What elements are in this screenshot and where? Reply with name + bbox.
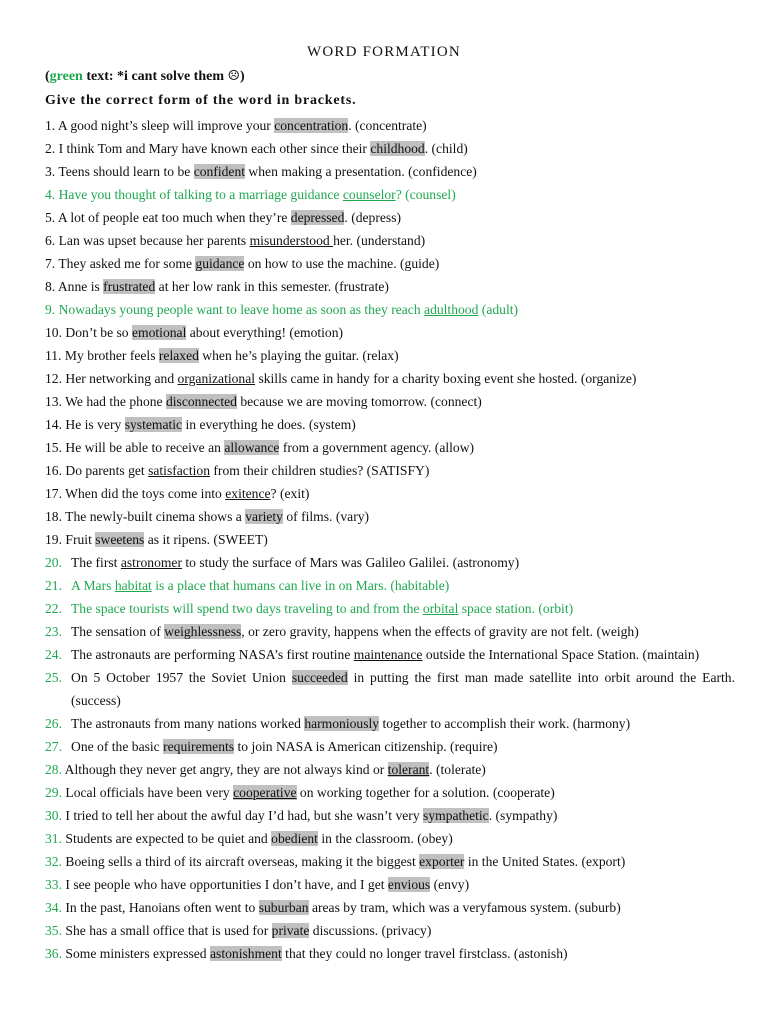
item-segment: He is very — [65, 417, 125, 432]
item-text — [65, 831, 452, 846]
item-text — [65, 509, 369, 524]
answer-word: sympathetic — [423, 808, 489, 823]
item-number: 31. — [45, 831, 62, 846]
item-segment: He will be able to receive an — [65, 440, 225, 455]
item-segment: , or zero gravity, happens when the effects of gravity are not felt. (weigh) — [241, 624, 639, 639]
item-segment: in everything he does. (system) — [182, 417, 356, 432]
answer-word: adulthood — [424, 302, 479, 317]
item-text — [58, 164, 476, 179]
item-segment: . (tolerate) — [429, 762, 486, 777]
item-segment: My brother feels — [64, 348, 159, 363]
item-segment: Lan was upset because her parents — [58, 233, 250, 248]
item-text — [58, 210, 401, 225]
exercise-item — [45, 758, 735, 781]
exercise-item — [45, 850, 735, 873]
exercise-item — [45, 459, 735, 482]
item-segment: in putting the first man made satellite into orbit around the Earth. (success) — [71, 670, 735, 708]
answer-word: tolerant — [387, 762, 430, 777]
exercise-item — [45, 528, 735, 551]
item-number: 10. — [45, 325, 62, 340]
exercise-item — [45, 597, 735, 620]
answer-word: private — [271, 923, 310, 938]
item-segment: together to accomplish their work. (harmony) — [379, 716, 631, 731]
note-green-word: green — [49, 69, 83, 84]
item-number: 16. — [45, 463, 62, 478]
item-number: 20. — [45, 555, 62, 570]
exercise-item — [45, 413, 735, 436]
exercise-item — [45, 712, 735, 735]
item-number: 33. — [45, 877, 62, 892]
item-text — [65, 854, 625, 869]
item-segment: of films. (vary) — [282, 509, 370, 524]
item-segment: . (concentrate) — [348, 118, 427, 133]
item-segment: Have you thought of talking to a marriage guidance — [58, 187, 343, 202]
item-text — [45, 574, 735, 597]
item-number: 23. — [45, 624, 62, 639]
note-open: ( — [45, 69, 50, 84]
item-text — [65, 417, 355, 432]
item-segment: . (sympathy) — [488, 808, 558, 823]
exercise-item — [45, 735, 735, 758]
exercise-item — [45, 321, 735, 344]
item-segment: The astronauts from many nations worked — [71, 716, 305, 731]
item-segment: One of the basic — [71, 739, 164, 754]
answer-word: obedient — [271, 831, 318, 846]
item-text — [45, 620, 735, 643]
answer-word: orbital — [422, 601, 459, 616]
note-text: text: *i cant solve them ☹) — [82, 69, 245, 84]
item-text — [65, 486, 309, 501]
item-segment: A good night’s sleep will improve your — [57, 118, 275, 133]
item-segment: when making a presentation. (confidence) — [245, 164, 477, 179]
item-text — [65, 371, 636, 386]
answer-word: succeeded — [291, 670, 348, 685]
answer-word: frustrated — [103, 279, 156, 294]
item-segment: in the classroom. (obey) — [317, 831, 453, 846]
item-text — [58, 118, 427, 133]
item-number: 28. — [45, 762, 62, 777]
answer-word: harmoniously — [304, 716, 380, 731]
answer-word: weighlessness — [164, 624, 242, 639]
answer-word: allowance — [224, 440, 280, 455]
item-segment: A Mars — [71, 578, 115, 593]
answer-word: habitat — [114, 578, 152, 593]
item-segment: I see people who have opportunities I don’t have, and I get — [65, 877, 388, 892]
exercise-item — [45, 781, 735, 804]
answer-word: sweetens — [95, 532, 145, 547]
item-number: 3. — [45, 164, 56, 179]
item-segment: Some ministers expressed — [65, 946, 211, 961]
item-number: 29. — [45, 785, 62, 800]
item-number: 17. — [45, 486, 62, 501]
item-text — [65, 923, 431, 938]
answer-word: cooperative — [233, 785, 297, 800]
item-number: 12. — [45, 371, 62, 386]
item-segment: at her low rank in this semester. (frustrate) — [155, 279, 389, 294]
item-segment: . (depress) — [344, 210, 402, 225]
exercise-item — [45, 666, 735, 712]
item-text — [65, 394, 482, 409]
item-segment: Her networking and — [65, 371, 178, 386]
answer-word: variety — [245, 509, 283, 524]
exercise-item — [45, 482, 735, 505]
item-segment: The space tourists will spend two days traveling to and from the — [71, 601, 423, 616]
exercise-item — [45, 942, 735, 965]
item-number: 1. — [45, 118, 56, 133]
answer-word: guidance — [195, 256, 245, 271]
exercise-item — [45, 229, 735, 252]
exercise-item — [45, 436, 735, 459]
item-segment: She has a small office that is used for — [65, 923, 272, 938]
item-number: 2. — [45, 141, 56, 156]
item-segment: discussions. (privacy) — [309, 923, 432, 938]
answer-word: satisfaction — [148, 463, 210, 478]
item-number: 32. — [45, 854, 62, 869]
item-segment: because we are moving tomorrow. (connect) — [236, 394, 482, 409]
item-number: 15. — [45, 440, 62, 455]
exercise-item — [45, 804, 735, 827]
item-number: 30. — [45, 808, 62, 823]
answer-word: misunderstood — [249, 233, 334, 248]
item-number: 6. — [45, 233, 56, 248]
item-segment: Nowadays young people want to leave home as soon as they reach — [58, 302, 425, 317]
item-text — [65, 808, 557, 823]
item-text — [45, 712, 735, 735]
item-segment: Although they never get angry, they are not always kind or — [64, 762, 388, 777]
answer-word: exitence — [225, 486, 271, 501]
item-segment: I tried to tell her about the awful day I’d had, but she wasn’t very — [65, 808, 424, 823]
item-segment: that they could no longer travel firstclass. (astonish) — [281, 946, 568, 961]
item-segment: . (child) — [424, 141, 468, 156]
item-segment: ? (exit) — [270, 486, 310, 501]
item-text — [65, 325, 343, 340]
answer-word: astonishment — [210, 946, 282, 961]
note-line — [45, 68, 245, 85]
item-segment: her. (understand) — [333, 233, 426, 248]
item-segment: areas by tram, which was a veryfamous system. (suburb) — [308, 900, 621, 915]
item-number: 8. — [45, 279, 56, 294]
exercise-item — [45, 919, 735, 942]
answer-word: childhood — [370, 141, 425, 156]
item-segment: Fruit — [65, 532, 96, 547]
item-segment: They asked me for some — [58, 256, 196, 271]
answer-word: requirements — [163, 739, 235, 754]
answer-word: suburban — [258, 900, 309, 915]
exercise-item — [45, 252, 735, 275]
item-number: 35. — [45, 923, 62, 938]
item-number: 19. — [45, 532, 62, 547]
exercise-list — [45, 114, 735, 965]
item-text — [45, 643, 735, 666]
item-segment: Anne is — [57, 279, 104, 294]
exercise-item — [45, 620, 735, 643]
exercise-item — [45, 505, 735, 528]
item-segment: outside the International Space Station. (maintain) — [422, 647, 700, 662]
item-number: 22. — [45, 601, 62, 616]
exercise-item — [45, 551, 735, 574]
item-segment: is a place that humans can live in on Mars. (habitable) — [151, 578, 450, 593]
item-text — [65, 785, 554, 800]
answer-word: emotional — [132, 325, 187, 340]
item-segment: In the past, Hanoians often went to — [65, 900, 259, 915]
item-number: 34. — [45, 900, 62, 915]
item-text — [45, 597, 735, 620]
instruction: Give the correct form of the word in brackets. — [45, 93, 357, 108]
item-segment: I think Tom and Mary have known each other since their — [58, 141, 371, 156]
item-number: 4. — [45, 187, 56, 202]
answer-word: depressed — [290, 210, 345, 225]
page-title: WORD FORMATION — [307, 44, 461, 60]
item-segment: to study the surface of Mars was Galileo Galilei. (astronomy) — [182, 555, 520, 570]
item-segment: in the United States. (export) — [464, 854, 626, 869]
answer-word: relaxed — [158, 348, 199, 363]
item-segment: Students are expected to be quiet and — [65, 831, 272, 846]
item-text — [59, 141, 468, 156]
item-segment: A lot of people eat too much when they’re — [57, 210, 291, 225]
answer-word: maintenance — [353, 647, 423, 662]
exercise-item — [45, 367, 735, 390]
item-segment: We had the phone — [65, 394, 166, 409]
item-segment: space station. (orbit) — [458, 601, 574, 616]
item-number: 11. — [45, 348, 62, 363]
exercise-item — [45, 390, 735, 413]
exercise-item — [45, 643, 735, 666]
item-segment: ? (counsel) — [395, 187, 456, 202]
item-segment: (envy) — [430, 877, 470, 892]
item-number: 27. — [45, 739, 62, 754]
item-segment: from a government agency. (allow) — [279, 440, 475, 455]
item-text — [65, 946, 567, 961]
exercise-item — [45, 873, 735, 896]
answer-word: concentration — [274, 118, 349, 133]
item-number: 14. — [45, 417, 62, 432]
answer-word: disconnected — [165, 394, 237, 409]
answer-word: astronomer — [120, 555, 182, 570]
item-number: 26. — [45, 716, 62, 731]
item-segment: When did the toys come into — [65, 486, 226, 501]
item-text — [65, 440, 474, 455]
answer-word: counselor — [342, 187, 396, 202]
item-segment: The newly-built cinema shows a — [65, 509, 246, 524]
item-segment: on working together for a solution. (cooperate) — [296, 785, 555, 800]
item-text — [45, 551, 735, 574]
exercise-item — [45, 183, 735, 206]
item-segment: skills came in handy for a charity boxing event she hosted. (organize) — [255, 371, 637, 386]
item-segment: Boeing sells a third of its aircraft overseas, making it the biggest — [65, 854, 420, 869]
item-text — [58, 279, 389, 294]
exercise-item — [45, 137, 735, 160]
item-segment: Teens should learn to be — [58, 164, 194, 179]
item-text — [65, 877, 469, 892]
item-segment: The first — [71, 555, 121, 570]
item-segment: The astronauts are performing NASA’s first routine — [71, 647, 354, 662]
item-segment: from their children studies? (SATISFY) — [210, 463, 430, 478]
item-number: 21. — [45, 578, 62, 593]
item-number: 9. — [45, 302, 56, 317]
answer-word: confident — [193, 164, 246, 179]
exercise-item — [45, 160, 735, 183]
item-text — [58, 256, 439, 271]
item-number: 18. — [45, 509, 62, 524]
item-text — [59, 302, 518, 317]
item-text — [45, 666, 735, 712]
item-number: 13. — [45, 394, 62, 409]
exercise-item — [45, 827, 735, 850]
exercise-item — [45, 275, 735, 298]
item-segment: to join NASA is American citizenship. (require) — [234, 739, 498, 754]
exercise-item — [45, 896, 735, 919]
item-segment: Local officials have been very — [65, 785, 234, 800]
item-segment: (adult) — [478, 302, 519, 317]
item-text — [45, 735, 735, 758]
item-text — [65, 532, 267, 547]
exercise-item — [45, 574, 735, 597]
item-segment: Do parents get — [65, 463, 149, 478]
item-segment: when he’s playing the guitar. (relax) — [198, 348, 399, 363]
item-number: 5. — [45, 210, 56, 225]
answer-word: organizational — [177, 371, 256, 386]
item-text — [65, 762, 486, 777]
exercise-item — [45, 344, 735, 367]
item-number: 24. — [45, 647, 62, 662]
item-text — [65, 463, 429, 478]
item-segment: The sensation of — [71, 624, 165, 639]
item-text — [65, 900, 620, 915]
item-text — [65, 348, 399, 363]
answer-word: exporter — [419, 854, 465, 869]
item-number: 25. — [45, 670, 62, 685]
exercise-item — [45, 206, 735, 229]
item-segment: as it ripens. (SWEET) — [144, 532, 268, 547]
exercise-item — [45, 114, 735, 137]
answer-word: systematic — [124, 417, 183, 432]
item-segment: about everything! (emotion) — [186, 325, 344, 340]
item-text — [59, 187, 456, 202]
item-number: 36. — [45, 946, 62, 961]
answer-word: envious — [387, 877, 431, 892]
exercise-item — [45, 298, 735, 321]
item-segment: Don’t be so — [65, 325, 132, 340]
item-text — [59, 233, 426, 248]
item-segment: On 5 October 1957 the Soviet Union — [71, 670, 292, 685]
item-number: 7. — [45, 256, 56, 271]
item-segment: on how to use the machine. (guide) — [244, 256, 440, 271]
